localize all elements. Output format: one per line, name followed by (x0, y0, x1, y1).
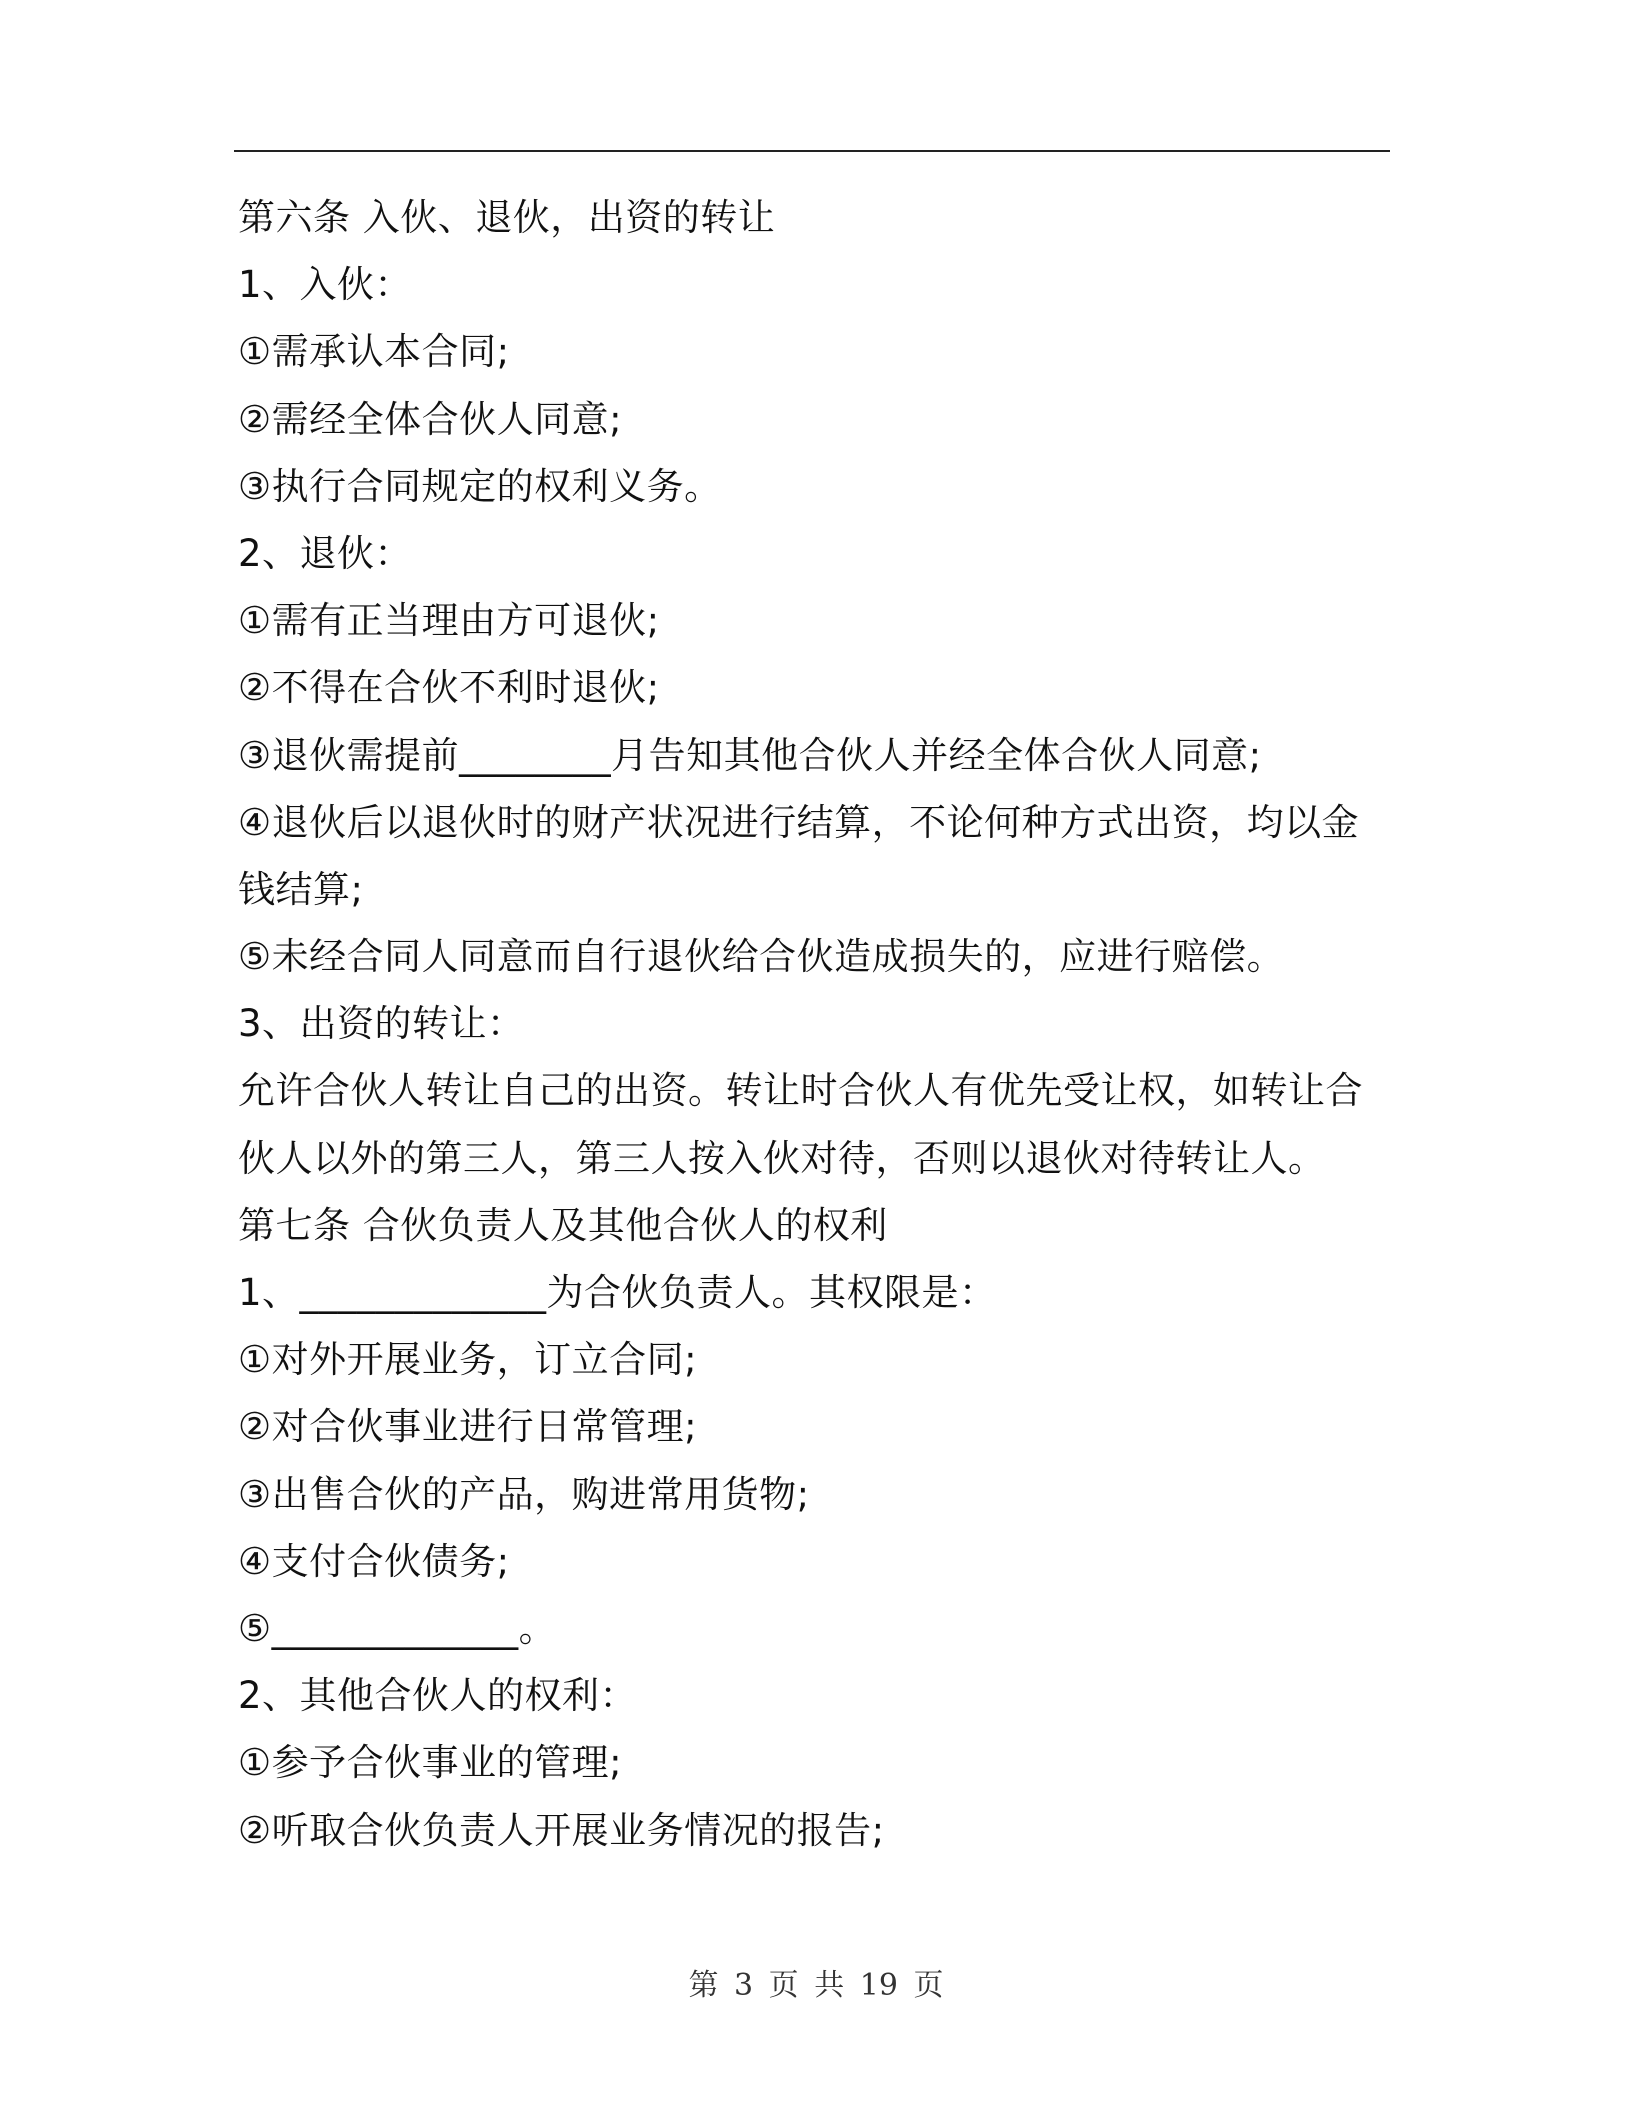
paragraph: ②需经全体合伙人同意; (238, 397, 623, 441)
paragraph: ⑤未经合同人同意而自行退伙给合伙造成损失的，应进行赔偿。 (238, 935, 1285, 979)
paragraph: 允许合伙人转让自己的出资。转让时合伙人有优先受让权，如转让合 (238, 1069, 1363, 1113)
paragraph: ③执行合同规定的权利义务。 (238, 464, 722, 508)
section-heading: 第六条 入伙、退伙，出资的转让 (238, 196, 776, 239)
paragraph: 伙人以外的第三人，第三人按入伙对待，否则以退伙对待转让人。 (238, 1136, 1326, 1180)
header-rule (234, 150, 1390, 152)
paragraph: ①需承认本合同; (238, 330, 510, 374)
footer-label-of: 页 共 (768, 1968, 845, 2003)
paragraph: ①参予合伙事业的管理; (238, 1741, 623, 1785)
document-body (238, 184, 1388, 1864)
paragraph: 1、_____________为合伙负责人。其权限是： (238, 1271, 997, 1314)
paragraph: 钱结算; (238, 867, 364, 911)
total-pages-number: 19 (859, 1968, 898, 2003)
paragraph: ②对合伙事业进行日常管理; (238, 1405, 698, 1449)
paragraph: ②不得在合伙不利时退伙; (238, 666, 660, 710)
section-heading: 第七条 合伙负责人及其他合伙人的权利 (238, 1203, 888, 1247)
paragraph: 1、入伙： (238, 263, 413, 307)
footer-label-page: 第 (688, 1968, 719, 2003)
paragraph: ①需有正当理由方可退伙; (238, 599, 660, 643)
paragraph: ④支付合伙债务; (238, 1539, 510, 1583)
paragraph: ③退伙需提前________月告知其他合伙人并经全体合伙人同意; (238, 733, 1262, 777)
current-page-number: 3 (734, 1968, 754, 2003)
page-footer (0, 1960, 1632, 2004)
paragraph: ④退伙后以退伙时的财产状况进行结算，不论何种方式出资，均以金 (238, 800, 1360, 844)
paragraph: 2、退伙： (238, 531, 413, 575)
paragraph: 2、其他合伙人的权利： (238, 1674, 638, 1718)
footer-label-pages: 页 (913, 1968, 944, 2003)
paragraph: 3、出资的转让： (238, 1002, 525, 1046)
paragraph: ②听取合伙负责人开展业务情况的报告; (238, 1808, 885, 1852)
paragraph: ③出售合伙的产品，购进常用货物; (238, 1472, 810, 1516)
paragraph: ①对外开展业务，订立合同; (238, 1338, 698, 1382)
paragraph: ⑤_____________。 (238, 1606, 557, 1650)
